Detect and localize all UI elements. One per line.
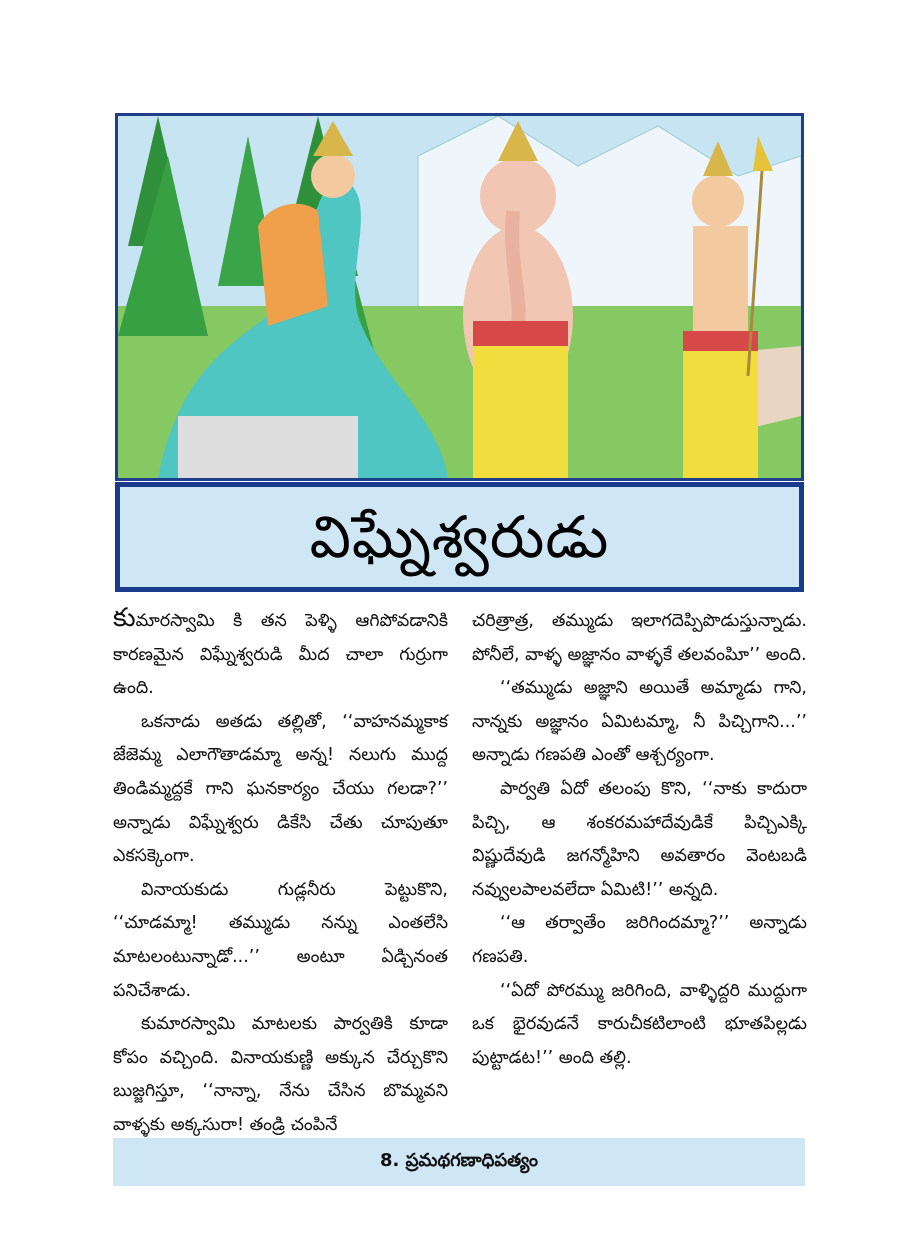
title-box bbox=[115, 482, 804, 592]
chapter-footer bbox=[113, 1138, 805, 1186]
paragraph: ‘‘తమ్ముడు అజ్ఞాని అయితే అమ్మాడు గాని, నాన్నకు అజ్ఞానం ఏమిటమ్మా, నీ పిచ్చిగాని...’’ అన్నాడు గణపతి ఎంతో ఆశ్చర్యంగా. bbox=[472, 678, 807, 766]
paragraph: ‘‘ఆ తర్వాతేం జరిగిందమ్మా?’’ అన్నాడు గణపతి. bbox=[472, 913, 807, 967]
story-illustration bbox=[115, 113, 804, 481]
paragraph: ‘‘ఏదో పోరమ్ము జరిగింది, వాళ్ళిద్దరి ముద్దుగా ఒక భైరవుడనే కారుచీకటిలాంటి భూతపిల్లడు పుట్టాడట!’’ అంది తల్లి. bbox=[472, 980, 807, 1068]
paragraph: ఒకనాడు అతడు తల్లితో, ‘‘వాహనమ్మకాక జేజెమ్మ ఎలాగౌతాడమ్మా అన్న! నలుగు ముద్ద తిండిమ్మద్దకే గాని ఘనకార్యం చేయు గలడా?’’ అన్నాడు విఘ్నేశ్వరు డికేసి చేతు చూపుతూ ఎకసక్కెంగా. bbox=[113, 711, 448, 867]
chapter-label: 8. ప్రమథగణాధిపత్యం bbox=[379, 1149, 539, 1171]
paragraph: కుమారస్వామి మాటలకు పార్వతికి కూడా కోపం వచ్చింది. వినాయకుణ్ణి అక్కున చేర్చుకొని బుజ్జగిస్తూ, ‘‘నాన్నా, నేను చేసిన బొమ్మవని వాళ్ళకు అక్కసురా! తండ్రి చంపినే bbox=[113, 1014, 448, 1135]
paragraph: చరిత్రాత్ర, తమ్ముడు ఇలాగదెప్పిపొడుస్తున్నాడు. పోనీలే, వాళ్ళ అజ్ఞానం వాళ్ళకే తలవంపిూ’’ అంది. bbox=[472, 611, 807, 665]
page-title: విఘ్నేశ్వరుడు bbox=[309, 503, 610, 571]
paragraph: కుమారస్వామి కి తన పెళ్ళి ఆగిపోవడానికి కారణమైన విఘ్నేశ్వరుడి మీద చాలా గుర్రుగా ఉంది. bbox=[113, 603, 448, 699]
right-column bbox=[472, 605, 807, 1075]
paragraph: వినాయకుడు గుడ్లనీరు పెట్టుకొని, ‘‘చూడమ్మా! తమ్ముడు నన్ను ఎంతలేసి మాటలంటున్నాడో...’’ అంటూ ఏడ్చినంత పనిచేశాడు. bbox=[113, 879, 448, 1001]
left-column bbox=[113, 605, 448, 1143]
drop-cap: కు bbox=[113, 603, 136, 633]
ganesha-kumara-parvati-illustration-icon bbox=[118, 116, 801, 478]
paragraph: పార్వతి ఏదో తలంపు కొని, ‘‘నాకు కాదురా పిచ్చి, ఆ శంకరమహాదేవుడికే పిచ్చిఎక్కి విష్ణుదేవుడి జగన్మోహిని అవతారం వెంటబడి నవ్వులపాలవలేదా ఏమిటి!’’ అన్నది. bbox=[472, 778, 807, 900]
